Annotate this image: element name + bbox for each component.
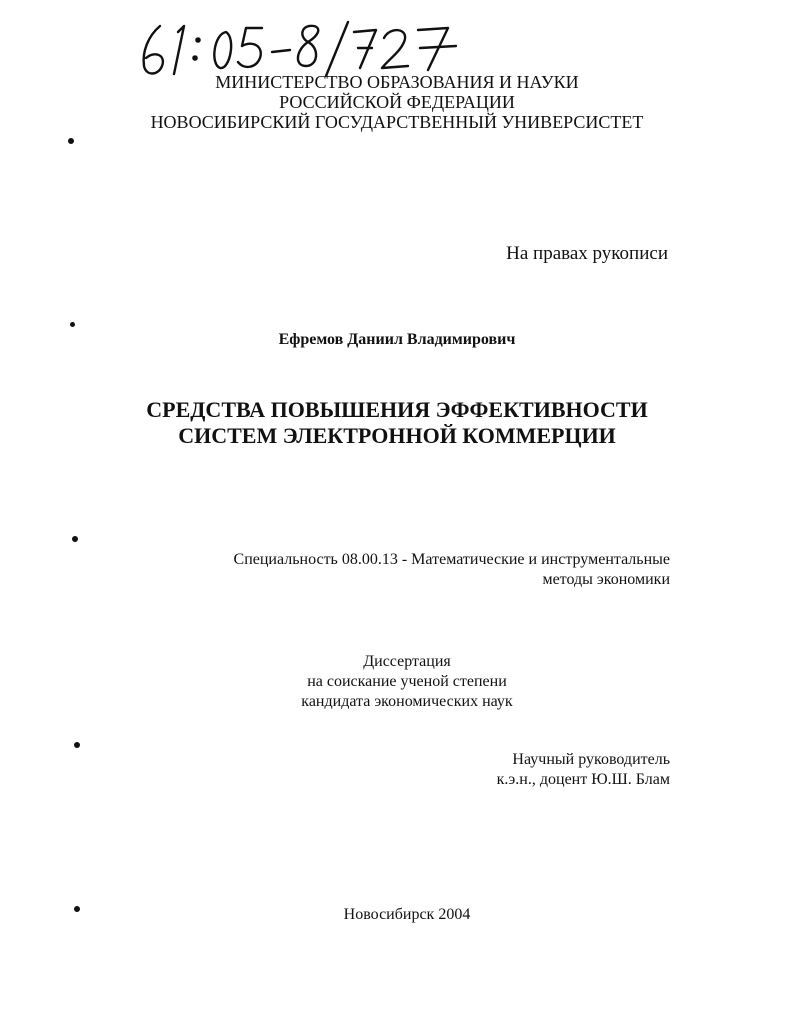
author-name: Ефремов Даниил Владимирович (278, 331, 516, 348)
city-year: Новосибирск 2004 (343, 906, 471, 923)
dissertation-label: Диссертация (363, 653, 451, 670)
degree-line-1: на соискание ученой степени (307, 673, 507, 690)
advisor-name: к.э.н., доцент Ю.Ш. Блам (496, 771, 670, 788)
university-name: НОВОСИБИРСКИЙ ГОСУДАРСТВЕННЫЙ УНИВЕРСИСТЕТ (150, 112, 644, 132)
manuscript-rights: На правах рукописи (506, 243, 668, 264)
punch-mark (72, 536, 78, 542)
ministry-line-1: МИНИСТЕРСТВО ОБРАЗОВАНИЯ И НАУКИ (215, 72, 579, 92)
punch-mark (68, 138, 74, 144)
advisor-label: Научный руководитель (512, 751, 670, 768)
specialty-line-1: Специальность 08.00.13 - Математические и инструментальные (233, 551, 670, 568)
punch-mark (74, 742, 80, 748)
specialty-line-2: методы экономики (542, 571, 670, 588)
degree-line-2: кандидата экономических наук (301, 693, 513, 710)
punch-mark (74, 906, 80, 912)
dissertation-title-line-2: СИСТЕМ ЭЛЕКТРОННОЙ КОММЕРЦИИ (178, 423, 616, 448)
punch-mark (70, 322, 75, 327)
ministry-line-2: РОССИЙСКОЙ ФЕДЕРАЦИИ (279, 92, 515, 112)
handwritten-archive-number (138, 18, 478, 80)
dissertation-title-line-1: СРЕДСТВА ПОВЫШЕНИЯ ЭФФЕКТИВНОСТИ (146, 397, 648, 422)
